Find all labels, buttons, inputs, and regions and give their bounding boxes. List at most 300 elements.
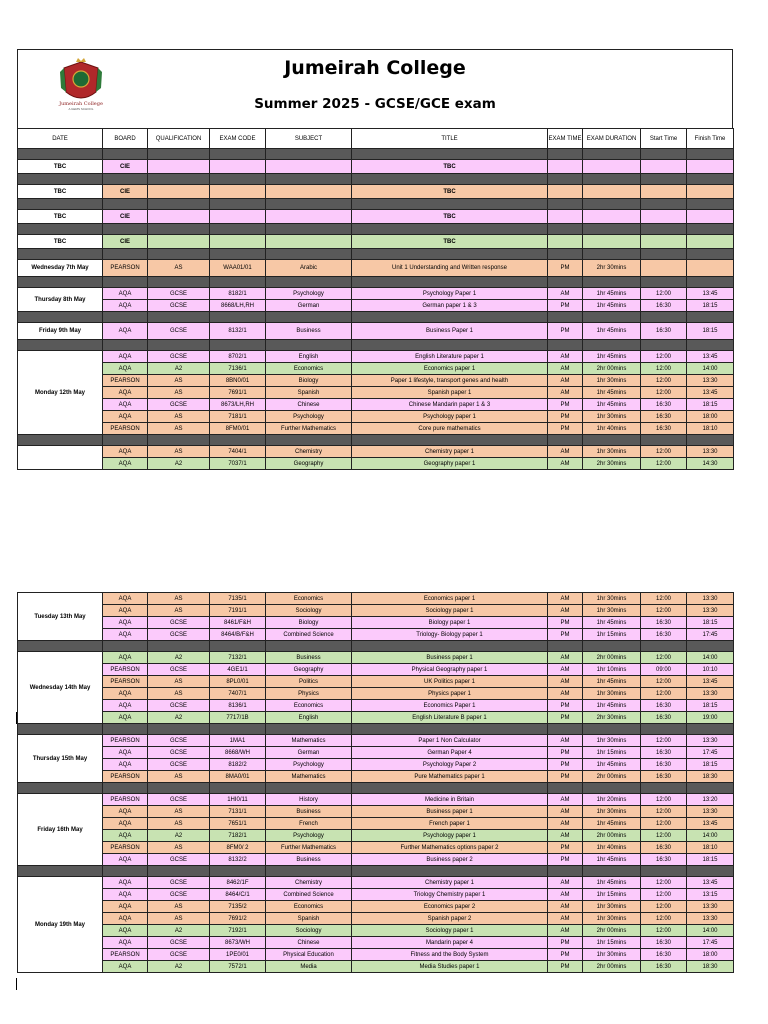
separator-cell	[641, 866, 687, 877]
table-row	[18, 351, 734, 363]
separator-cell	[548, 783, 583, 794]
board-cell: PEARSON	[103, 664, 148, 676]
separator-cell	[641, 724, 687, 735]
separator-cell	[641, 312, 687, 323]
exam-time-cell: AM	[548, 652, 583, 664]
finish-time-cell: 13:30	[687, 375, 734, 387]
separator-cell	[18, 149, 103, 160]
separator-cell	[548, 199, 583, 210]
date-cell: Monday 12th May	[18, 351, 103, 435]
finish-time-cell: 18:00	[687, 411, 734, 423]
separator-cell	[687, 312, 734, 323]
title-cell: Paper 1 lifestyle, transport genes and health	[352, 375, 548, 387]
subject-cell: Combined Science	[266, 889, 352, 901]
table-row	[18, 913, 734, 925]
exam-code-cell: 7691/1	[210, 387, 266, 399]
title-cell: Sociology paper 1	[352, 605, 548, 617]
empty-cell	[266, 210, 352, 224]
subject-cell: Spanish	[266, 387, 352, 399]
exam-time-cell: AM	[548, 593, 583, 605]
qualification-cell: GCSE	[148, 323, 210, 340]
title-cell: Further Mathematics options paper 2	[352, 842, 548, 854]
separator-cell	[687, 174, 734, 185]
duration-cell: 1hr 30mins	[583, 593, 641, 605]
table-row	[18, 411, 734, 423]
subject-cell: Politics	[266, 676, 352, 688]
separator-cell	[103, 149, 148, 160]
duration-cell: 1hr 30mins	[583, 901, 641, 913]
separator-cell	[148, 174, 210, 185]
qualification-cell: GCSE	[148, 735, 210, 747]
separator-cell	[548, 866, 583, 877]
board-cell: AQA	[103, 300, 148, 312]
exam-code-cell: 1MA1	[210, 735, 266, 747]
exam-code-cell: WAA01/01	[210, 260, 266, 277]
table-row	[18, 423, 734, 435]
separator-cell	[103, 340, 148, 351]
separator-cell	[210, 641, 266, 652]
start-time-cell	[641, 260, 687, 277]
qualification-cell: AS	[148, 913, 210, 925]
separator-cell	[103, 435, 148, 446]
subject-cell: Business	[266, 652, 352, 664]
date-cell: Wednesday 14th May	[18, 652, 103, 724]
separator-cell	[148, 435, 210, 446]
separator-cell	[687, 249, 734, 260]
exam-time-cell: AM	[548, 913, 583, 925]
exam-code-cell: 8132/2	[210, 854, 266, 866]
separator-cell	[687, 866, 734, 877]
start-time-cell: 16:30	[641, 617, 687, 629]
qualification-cell: A2	[148, 961, 210, 973]
qualification-cell: A2	[148, 830, 210, 842]
exam-code-cell: 7131/1	[210, 806, 266, 818]
exam-code-cell: 8673/LH,RH	[210, 399, 266, 411]
qualification-cell: GCSE	[148, 889, 210, 901]
separator-cell	[148, 641, 210, 652]
separator-cell	[352, 866, 548, 877]
title-cell: Psychology Paper 2	[352, 759, 548, 771]
exam-table-page-2	[17, 592, 734, 973]
empty-cell	[583, 185, 641, 199]
exam-time-cell: AM	[548, 351, 583, 363]
exam-time-cell: PM	[548, 399, 583, 411]
finish-time-cell: 14:30	[687, 458, 734, 470]
separator-cell	[583, 199, 641, 210]
table-row	[18, 160, 734, 174]
board-cell: AQA	[103, 288, 148, 300]
table-row	[18, 735, 734, 747]
separator-cell	[148, 199, 210, 210]
finish-time-cell: 13:30	[687, 913, 734, 925]
separator-cell	[103, 724, 148, 735]
qualification-cell: GCSE	[148, 629, 210, 641]
exam-time-cell: AM	[548, 605, 583, 617]
table-row	[18, 629, 734, 641]
empty-cell	[687, 160, 734, 174]
title-cell: Spanish paper 1	[352, 387, 548, 399]
separator-cell	[687, 783, 734, 794]
board-cell: AQA	[103, 747, 148, 759]
board-cell: PEARSON	[103, 375, 148, 387]
exam-code-cell: 8136/1	[210, 700, 266, 712]
separator-cell	[352, 224, 548, 235]
board-cell: AQA	[103, 688, 148, 700]
exam-time-cell: PM	[548, 629, 583, 641]
title-cell: TBC	[352, 160, 548, 174]
exam-code-cell: 7691/2	[210, 913, 266, 925]
table-row	[18, 889, 734, 901]
exam-table-page-1	[17, 128, 734, 470]
separator-row	[18, 783, 734, 794]
exam-time-cell: PM	[548, 423, 583, 435]
separator-cell	[641, 435, 687, 446]
separator-row	[18, 866, 734, 877]
exam-time-cell: PM	[548, 700, 583, 712]
duration-cell: 1hr 45mins	[583, 617, 641, 629]
text-cursor-mark	[16, 978, 17, 990]
subject-cell: Economics	[266, 901, 352, 913]
start-time-cell: 12:00	[641, 688, 687, 700]
board-cell: PEARSON	[103, 842, 148, 854]
separator-row	[18, 312, 734, 323]
duration-cell: 1hr 45mins	[583, 323, 641, 340]
separator-cell	[583, 340, 641, 351]
separator-cell	[210, 866, 266, 877]
subject-cell: Combined Science	[266, 629, 352, 641]
table-row	[18, 235, 734, 249]
title-cell: Media Studies paper 1	[352, 961, 548, 973]
start-time-cell: 16:30	[641, 842, 687, 854]
table-row	[18, 375, 734, 387]
duration-cell: 1hr 15mins	[583, 937, 641, 949]
finish-time-cell: 19:00	[687, 712, 734, 724]
separator-cell	[18, 641, 103, 652]
qualification-cell: AS	[148, 818, 210, 830]
board-cell: CIE	[103, 185, 148, 199]
exam-code-cell: 7136/1	[210, 363, 266, 375]
start-time-cell: 12:00	[641, 446, 687, 458]
separator-cell	[548, 435, 583, 446]
exam-code-cell: 7182/1	[210, 830, 266, 842]
separator-cell	[641, 174, 687, 185]
duration-cell: 1hr 40mins	[583, 423, 641, 435]
separator-cell	[210, 224, 266, 235]
empty-cell	[583, 160, 641, 174]
separator-cell	[548, 641, 583, 652]
finish-time-cell: 18:15	[687, 399, 734, 411]
board-cell: AQA	[103, 913, 148, 925]
separator-cell	[583, 783, 641, 794]
title-cell: UK Politics paper 1	[352, 676, 548, 688]
start-time-cell: 12:00	[641, 818, 687, 830]
start-time-cell: 16:30	[641, 854, 687, 866]
exam-time-cell: PM	[548, 712, 583, 724]
subject-cell: French	[266, 818, 352, 830]
start-time-cell: 09:00	[641, 664, 687, 676]
exam-time-cell: PM	[548, 937, 583, 949]
title-cell: Geography paper 1	[352, 458, 548, 470]
separator-cell	[548, 277, 583, 288]
subject-cell: Chinese	[266, 937, 352, 949]
table-row	[18, 617, 734, 629]
duration-cell: 1hr 45mins	[583, 676, 641, 688]
duration-cell: 1hr 45mins	[583, 818, 641, 830]
separator-cell	[548, 340, 583, 351]
table-row	[18, 747, 734, 759]
column-header: BOARD	[103, 129, 148, 149]
separator-cell	[352, 149, 548, 160]
separator-cell	[352, 174, 548, 185]
board-cell: AQA	[103, 605, 148, 617]
board-cell: AQA	[103, 877, 148, 889]
board-cell: AQA	[103, 700, 148, 712]
column-header: EXAM DURATION	[583, 129, 641, 149]
separator-row	[18, 340, 734, 351]
separator-cell	[352, 277, 548, 288]
finish-time-cell: 13:30	[687, 446, 734, 458]
title-cell: Chinese Mandarin paper 1 & 3	[352, 399, 548, 411]
start-time-cell: 12:00	[641, 375, 687, 387]
exam-time-cell: PM	[548, 759, 583, 771]
title-cell: Business Paper 1	[352, 323, 548, 340]
start-time-cell: 16:30	[641, 700, 687, 712]
finish-time-cell: 18:30	[687, 961, 734, 973]
table-row	[18, 593, 734, 605]
date-cell: TBC	[18, 235, 103, 249]
duration-cell: 2hr 00mins	[583, 961, 641, 973]
exam-code-cell: 7037/1	[210, 458, 266, 470]
duration-cell: 1hr 45mins	[583, 854, 641, 866]
board-cell: AQA	[103, 446, 148, 458]
separator-cell	[103, 641, 148, 652]
board-cell: AQA	[103, 458, 148, 470]
subject-cell: Arabic	[266, 260, 352, 277]
duration-cell: 1hr 40mins	[583, 842, 641, 854]
duration-cell: 1hr 30mins	[583, 605, 641, 617]
table-row	[18, 830, 734, 842]
qualification-cell: A2	[148, 652, 210, 664]
duration-cell: 1hr 30mins	[583, 806, 641, 818]
qualification-cell: GCSE	[148, 854, 210, 866]
start-time-cell: 16:30	[641, 423, 687, 435]
qualification-cell: AS	[148, 387, 210, 399]
duration-cell: 1hr 30mins	[583, 375, 641, 387]
separator-cell	[641, 249, 687, 260]
qualification-cell: AS	[148, 446, 210, 458]
duration-cell: 1hr 45mins	[583, 877, 641, 889]
separator-cell	[548, 312, 583, 323]
subject-cell: Biology	[266, 375, 352, 387]
finish-time-cell: 17:45	[687, 629, 734, 641]
empty-cell	[641, 235, 687, 249]
table-row	[18, 949, 734, 961]
table-row	[18, 363, 734, 375]
separator-cell	[641, 199, 687, 210]
exam-code-cell: 7135/2	[210, 901, 266, 913]
column-header: SUBJECT	[266, 129, 352, 149]
finish-time-cell: 13:45	[687, 387, 734, 399]
empty-cell	[583, 235, 641, 249]
title-cell: Chemistry paper 1	[352, 877, 548, 889]
exam-time-cell: AM	[548, 458, 583, 470]
column-header: EXAM CODE	[210, 129, 266, 149]
duration-cell: 1hr 30mins	[583, 411, 641, 423]
start-time-cell: 12:00	[641, 830, 687, 842]
separator-row	[18, 249, 734, 260]
finish-time-cell: 18:00	[687, 949, 734, 961]
separator-cell	[687, 199, 734, 210]
qualification-cell: AS	[148, 411, 210, 423]
exam-code-cell: 7717/1B	[210, 712, 266, 724]
start-time-cell: 16:30	[641, 411, 687, 423]
separator-cell	[148, 249, 210, 260]
exam-time-cell: AM	[548, 735, 583, 747]
qualification-cell: A2	[148, 712, 210, 724]
subject-cell: Business	[266, 854, 352, 866]
exam-time-cell: PM	[548, 961, 583, 973]
table-row	[18, 901, 734, 913]
separator-cell	[548, 149, 583, 160]
table-row	[18, 458, 734, 470]
table-row	[18, 288, 734, 300]
board-cell: AQA	[103, 351, 148, 363]
separator-cell	[266, 340, 352, 351]
start-time-cell: 12:00	[641, 363, 687, 375]
title-cell: TBC	[352, 210, 548, 224]
separator-cell	[548, 724, 583, 735]
title-cell: Spanish paper 2	[352, 913, 548, 925]
separator-cell	[210, 435, 266, 446]
subject-cell: Chemistry	[266, 446, 352, 458]
exam-code-cell: 1HI0/11	[210, 794, 266, 806]
title-cell: Psychology Paper 1	[352, 288, 548, 300]
title-cell: German Paper 4	[352, 747, 548, 759]
table-row	[18, 676, 734, 688]
title-cell: Pure Mathematics paper 1	[352, 771, 548, 783]
separator-cell	[210, 312, 266, 323]
exam-code-cell: 8668/WH	[210, 747, 266, 759]
separator-cell	[352, 312, 548, 323]
exam-time-cell: AM	[548, 830, 583, 842]
board-cell: AQA	[103, 617, 148, 629]
start-time-cell: 16:30	[641, 629, 687, 641]
title-cell: Biology paper 1	[352, 617, 548, 629]
separator-cell	[148, 312, 210, 323]
separator-cell	[210, 277, 266, 288]
separator-cell	[352, 641, 548, 652]
table-row	[18, 961, 734, 973]
finish-time-cell: 13:45	[687, 877, 734, 889]
qualification-cell: AS	[148, 375, 210, 387]
duration-cell: 1hr 30mins	[583, 949, 641, 961]
separator-cell	[266, 724, 352, 735]
exam-time-cell: PM	[548, 949, 583, 961]
empty-cell	[266, 160, 352, 174]
finish-time-cell: 13:30	[687, 735, 734, 747]
table-row	[18, 210, 734, 224]
subject-cell: Psychology	[266, 759, 352, 771]
exam-time-cell: AM	[548, 794, 583, 806]
separator-row	[18, 149, 734, 160]
board-cell: AQA	[103, 387, 148, 399]
finish-time-cell: 13:45	[687, 818, 734, 830]
start-time-cell: 12:00	[641, 913, 687, 925]
start-time-cell: 12:00	[641, 288, 687, 300]
qualification-cell: GCSE	[148, 351, 210, 363]
board-cell: AQA	[103, 323, 148, 340]
duration-cell: 1hr 30mins	[583, 913, 641, 925]
column-header: DATE	[18, 129, 103, 149]
start-time-cell: 12:00	[641, 794, 687, 806]
duration-cell: 2hr 00mins	[583, 925, 641, 937]
exam-code-cell: 7181/1	[210, 411, 266, 423]
empty-cell	[641, 185, 687, 199]
separator-cell	[210, 174, 266, 185]
start-time-cell: 16:30	[641, 937, 687, 949]
separator-cell	[641, 224, 687, 235]
subject-cell: Physics	[266, 688, 352, 700]
separator-cell	[18, 277, 103, 288]
board-cell: AQA	[103, 363, 148, 375]
logo-text: Jumeirah College	[59, 101, 103, 107]
exam-time-cell: AM	[548, 446, 583, 458]
subject-cell: Economics	[266, 363, 352, 375]
finish-time-cell: 13:30	[687, 593, 734, 605]
exam-time-cell: PM	[548, 323, 583, 340]
title-cell: Economics paper 1	[352, 363, 548, 375]
exam-code-cell: 7135/1	[210, 593, 266, 605]
qualification-cell: A2	[148, 363, 210, 375]
title-cell: Business paper 2	[352, 854, 548, 866]
separator-cell	[210, 724, 266, 735]
subject-cell: Chemistry	[266, 877, 352, 889]
subject-cell: Biology	[266, 617, 352, 629]
title-cell: Triology Chemistry paper 1	[352, 889, 548, 901]
board-cell: AQA	[103, 712, 148, 724]
start-time-cell: 12:00	[641, 351, 687, 363]
exam-code-cell: 8132/1	[210, 323, 266, 340]
table-row	[18, 260, 734, 277]
duration-cell: 1hr 10mins	[583, 664, 641, 676]
separator-cell	[210, 783, 266, 794]
title-cell: Paper 1 Non Calculator	[352, 735, 548, 747]
separator-cell	[583, 249, 641, 260]
start-time-cell: 12:00	[641, 676, 687, 688]
qualification-cell: GCSE	[148, 300, 210, 312]
title-cell: Business paper 1	[352, 652, 548, 664]
title-cell: French paper 1	[352, 818, 548, 830]
board-cell: AQA	[103, 961, 148, 973]
college-name: Jumeirah College	[284, 57, 466, 79]
exam-time-cell: PM	[548, 411, 583, 423]
title-cell: Unit 1 Understanding and Written response	[352, 260, 548, 277]
table-row	[18, 700, 734, 712]
exam-time-cell: AM	[548, 676, 583, 688]
title-cell: Chemistry paper 1	[352, 446, 548, 458]
exam-code-cell: 4GE1/1	[210, 664, 266, 676]
qualification-cell: AS	[148, 593, 210, 605]
qualification-cell: GCSE	[148, 288, 210, 300]
separator-cell	[687, 277, 734, 288]
separator-cell	[583, 174, 641, 185]
duration-cell: 1hr 45mins	[583, 351, 641, 363]
separator-cell	[148, 224, 210, 235]
separator-row	[18, 174, 734, 185]
title-cell: Economics paper 2	[352, 901, 548, 913]
logo-subtext: A GEMS SCHOOL	[68, 107, 94, 111]
subject-cell: Chinese	[266, 399, 352, 411]
